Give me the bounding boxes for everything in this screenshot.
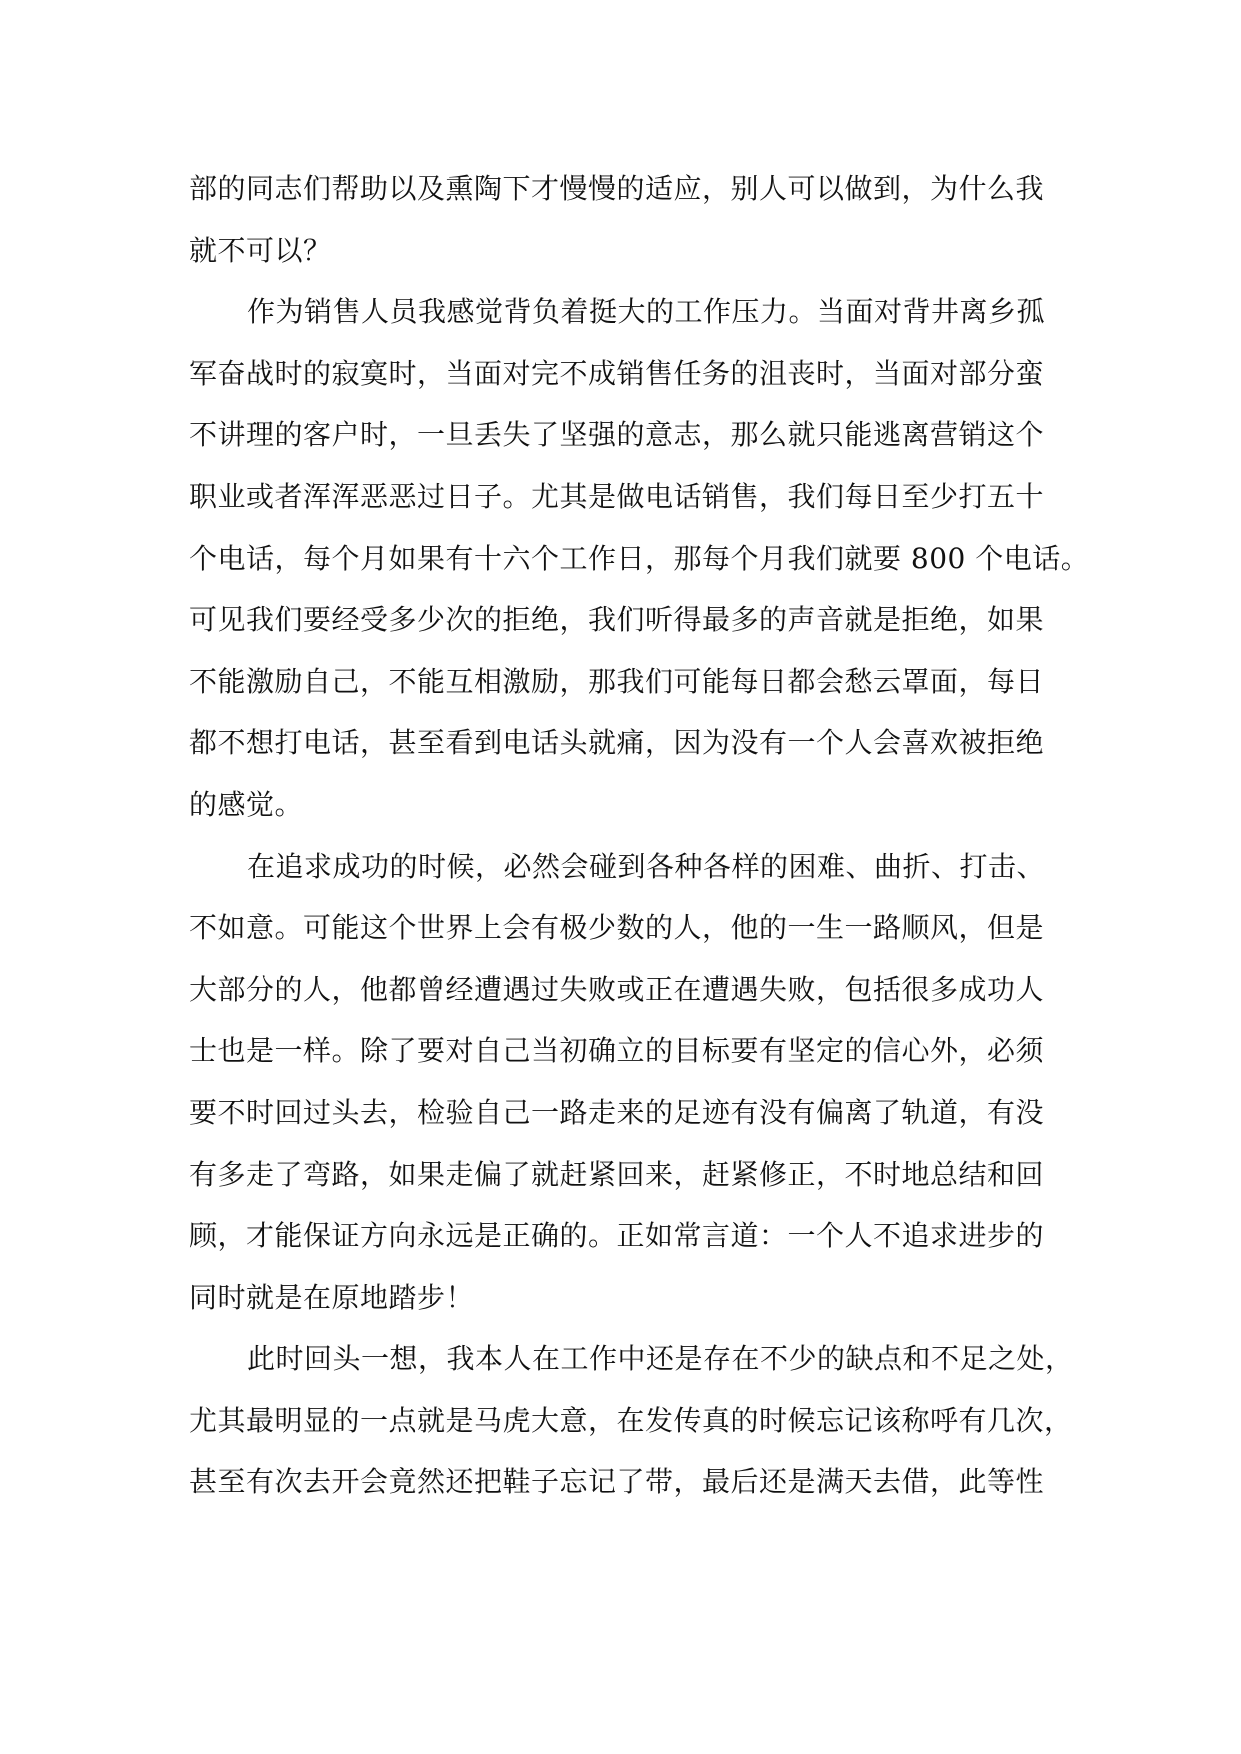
text-line: 个电话，每个月如果有十六个工作日，那每个月我们就要 800 个电话。 xyxy=(189,541,1090,575)
text-line: 可见我们要经受多少次的拒绝，我们听得最多的声音就是拒绝，如果 xyxy=(189,603,1045,637)
text-line: 有多走了弯路，如果走偏了就赶紧回来，赶紧修正，不时地总结和回 xyxy=(189,1157,1045,1191)
text-line: 职业或者浑浑恶恶过日子。尤其是做电话销售，我们每日至少打五十 xyxy=(189,479,1045,513)
text-line: 都不想打电话，甚至看到电话头就痛，因为没有一个人会喜欢被拒绝 xyxy=(189,726,1045,760)
document-body xyxy=(189,158,1090,1513)
text-line: 部的同志们帮助以及熏陶下才慢慢的适应，别人可以做到，为什么我 xyxy=(189,172,1045,205)
text-line: 的感觉。 xyxy=(189,787,304,821)
text-line: 甚至有次去开会竟然还把鞋子忘记了带，最后还是满天去借，此等性 xyxy=(189,1465,1045,1499)
text-line: 顾，才能保证方向永远是正确的。正如常言道：一个人不追求进步的 xyxy=(189,1219,1045,1253)
text-line: 就不可以？ xyxy=(189,233,332,267)
text-line: 要不时回过头去，检验自己一路走来的足迹有没有偏离了轨道，有没 xyxy=(189,1095,1045,1129)
text-line: 不能激励自己，不能互相激励，那我们可能每日都会愁云罩面，每日 xyxy=(189,664,1045,698)
text-line: 不如意。可能这个世界上会有极少数的人，他的一生一路顺风，但是 xyxy=(189,911,1045,945)
paragraph-first-line: 此时回头一想，我本人在工作中还是存在不少的缺点和不足之处， xyxy=(247,1342,1074,1376)
text-line: 大部分的人，他都曾经遭遇过失败或正在遭遇失败，包括很多成功人 xyxy=(189,972,1045,1006)
text-line: 同时就是在原地踏步！ xyxy=(189,1280,475,1314)
text-line: 不讲理的客户时，一旦丢失了坚强的意志，那么就只能逃离营销这个 xyxy=(189,418,1045,452)
paragraph-first-line: 在追求成功的时候，必然会碰到各种各样的困难、曲折、打击、 xyxy=(247,849,1046,883)
text-line: 军奋战时的寂寞时，当面对完不成销售任务的沮丧时，当面对部分蛮 xyxy=(189,356,1045,390)
paragraph-first-line: 作为销售人员我感觉背负着挺大的工作压力。当面对背井离乡孤 xyxy=(247,295,1046,329)
text-line: 尤其最明显的一点就是马虎大意，在发传真的时候忘记该称呼有几次， xyxy=(189,1403,1073,1437)
text-line: 士也是一样。除了要对自己当初确立的目标要有坚定的信心外，必须 xyxy=(189,1034,1045,1068)
